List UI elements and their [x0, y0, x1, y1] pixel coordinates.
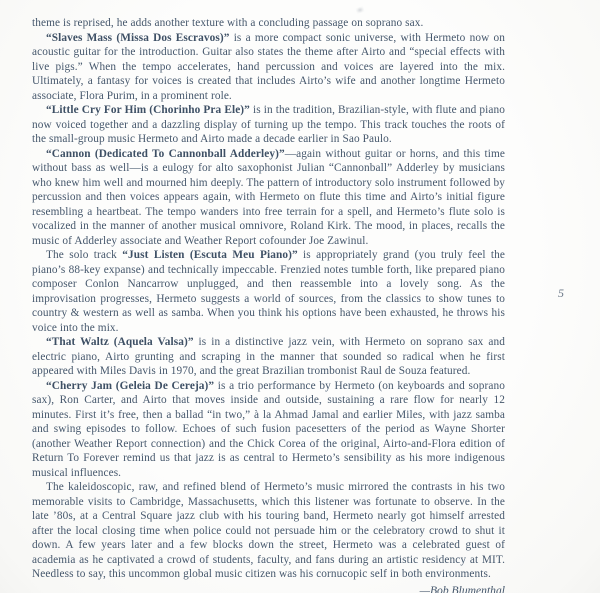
track-title: “Little Cry For Him (Chorinho Pra Ele)” [46, 104, 250, 116]
paragraph [32, 147, 505, 249]
track-title: “Cannon (Dedicated To Cannonball Adderley)” [46, 147, 285, 160]
paragraph [32, 248, 505, 335]
body-text: The solo track [46, 249, 123, 261]
author-signature: —Bob Blumenthal [419, 583, 505, 593]
track-title: “Just Listen (Escuta Meu Piano)” [122, 249, 298, 261]
body-text: theme is reprised, he adds another texture with a concluding passage on soprano sax. [32, 17, 424, 29]
body-text: is a trio performance by Hermeto (on keyboards and soprano sax), Ron Carter, and Airto that moves inside and outside, sustaining a rare flow for nearly 12 minutes. First it’s free, then a ballad “in two,” à la Ahmad Jamal and earlier Miles, with jazz samba and swing episodes to follow. Echoes of such fusion pacesetters of the period as Wayne Shorter (another Weather Report connection) and the Chick Corea of the original, Airto-and-Flora edition of Return To Forever remind us that jazz is as central to Hermeto’s sensibility as his more indigenous musical influences. [32, 379, 505, 479]
body-text: is in the tradition, Brazilian-style, with flute and piano now voiced together and a dazzling display of turning up the tempo. This track touches the roots of the small-group music Hermeto and Airto made a decade earlier in Sao Paulo. [32, 104, 505, 145]
page-number: 5 [558, 286, 564, 300]
body-text: is appropriately grand (you truly feel the piano’s 88-key expanse) and technically impeccable. Frenzied notes tumble forth, like prepared piano composer Conlon Nancarrow unplugged, and then reassemble into a lovely song. As the improvisation progresses, Hermeto suggests a world of sources, from the classics to show tunes to country & western as well as samba. When you think his options have been exhausted, he throws his voice into the mix. [32, 249, 506, 334]
body-text: is a more compact sonic universe, with Hermeto now on acoustic guitar for the introduction. Guitar also states the theme after Airto and “special effects with live pigs.” When the tempo accelerates, hand percussion and voices are layered into the mix. Ultimately, a fantasy for voices is created that includes Airto’s wife and another longtime Hermeto associate, Flora Purim, in a prominent role. [32, 31, 506, 102]
paragraph [32, 31, 505, 104]
track-title: “Slaves Mass (Missa Dos Escravos)” [46, 31, 230, 44]
body-text: The kaleidoscopic, raw, and refined blend of Hermeto’s music mirrored the contrasts in his two memorable visits to Cambridge, Massachusetts, which this listener was fortunate to observe. In the late ’80s, at a Central Square jazz club with his touring band, Hermeto nearly got himself arrested after the local closing time when police could not persuade him or the celebratory crowd to shut it down. A few years later and a few blocks down the street, Hermeto was a celebrated guest of academia as he captivated a crowd of students, faculty, and fans during an artistic residency at MIT. Needless to say, this uncommon global music citizen was his cornucopic self in both environments. [32, 481, 505, 580]
scan-artifact-mark [355, 6, 364, 14]
track-title: “That Waltz (Aquela Valsa)” [46, 336, 194, 348]
paragraph [32, 16, 505, 31]
paragraph [32, 480, 505, 582]
paragraph [32, 379, 505, 481]
track-title: “Cherry Jam (Geleia De Cereja)” [46, 379, 215, 392]
paragraph [32, 335, 505, 379]
text-area [32, 16, 505, 593]
text-block [32, 16, 505, 582]
body-text: —again without guitar or horns, and this time without bass as well—is a eulogy for alto saxophonist Julian “Cannonball” Adderley by musicians who knew him well and mourned him deeply. The pattern of introductory solo instrument followed by percussion and then voices appears again, with Hermeto on flute this time and Airto’s initial figure resembling a heartbeat. The tempo wanders into free terrain for a spell, and Hermeto’s flute solo is vocalized in the manner of another musical omnivore, Roland Kirk. The mood, in places, recalls the music of Adderley associate and Weather Report cofounder Joe Zawinul. [32, 147, 506, 247]
body-text: is in a distinctive jazz vein, with Hermeto on soprano sax and electric piano, Airto grunting and scraping in the manner that sounded so radical when he first appeared with Miles Davis in 1970, and the great Brazilian trombonist Raul de Souza featured. [32, 336, 505, 377]
paragraph [32, 103, 505, 147]
